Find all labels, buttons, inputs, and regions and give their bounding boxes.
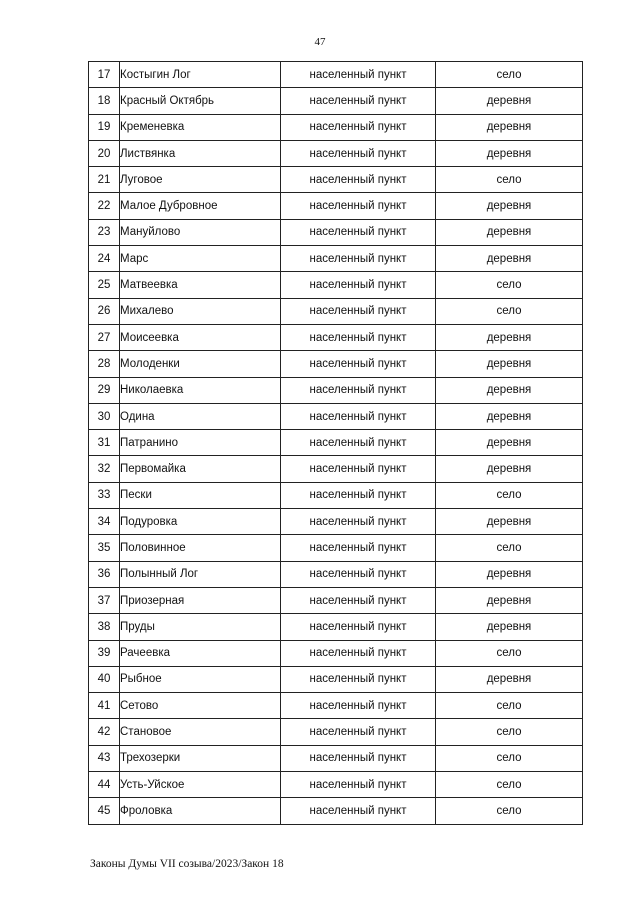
settlement-name-cell: Приозерная bbox=[120, 587, 281, 613]
row-number-cell: 36 bbox=[89, 561, 120, 587]
settlement-type-cell: населенный пункт bbox=[281, 219, 436, 245]
row-number-cell: 29 bbox=[89, 377, 120, 403]
settlement-type-cell: населенный пункт bbox=[281, 272, 436, 298]
row-number-cell: 34 bbox=[89, 509, 120, 535]
settlement-name-cell: Моисеевка bbox=[120, 324, 281, 350]
settlement-type-cell: населенный пункт bbox=[281, 88, 436, 114]
table-row bbox=[89, 614, 583, 640]
settlement-type-cell: населенный пункт bbox=[281, 666, 436, 692]
settlement-name-cell: Первомайка bbox=[120, 456, 281, 482]
settlement-type-cell: населенный пункт bbox=[281, 745, 436, 771]
settlement-name-cell: Листвянка bbox=[120, 140, 281, 166]
settlement-name-cell: Малое Дубровное bbox=[120, 193, 281, 219]
row-number-cell: 24 bbox=[89, 246, 120, 272]
settlement-kind-cell: деревня bbox=[436, 666, 583, 692]
settlement-kind-cell: деревня bbox=[436, 114, 583, 140]
document-footer: Законы Думы VII созыва/2023/Закон 18 bbox=[90, 858, 284, 870]
settlement-type-cell: населенный пункт bbox=[281, 772, 436, 798]
table-row bbox=[89, 272, 583, 298]
settlement-type-cell: населенный пункт bbox=[281, 62, 436, 88]
settlement-type-cell: населенный пункт bbox=[281, 482, 436, 508]
row-number-cell: 27 bbox=[89, 324, 120, 350]
row-number-cell: 43 bbox=[89, 745, 120, 771]
table-row bbox=[89, 193, 583, 219]
settlement-name-cell: Патранино bbox=[120, 430, 281, 456]
settlement-kind-cell: деревня bbox=[436, 324, 583, 350]
settlement-name-cell: Рыбное bbox=[120, 666, 281, 692]
row-number-cell: 26 bbox=[89, 298, 120, 324]
table-row bbox=[89, 745, 583, 771]
settlement-type-cell: населенный пункт bbox=[281, 509, 436, 535]
settlement-type-cell: населенный пункт bbox=[281, 798, 436, 824]
table-row bbox=[89, 167, 583, 193]
settlement-name-cell: Николаевка bbox=[120, 377, 281, 403]
table-row bbox=[89, 456, 583, 482]
settlement-type-cell: населенный пункт bbox=[281, 587, 436, 613]
table-row bbox=[89, 640, 583, 666]
settlement-kind-cell: село bbox=[436, 798, 583, 824]
row-number-cell: 21 bbox=[89, 167, 120, 193]
settlement-type-cell: населенный пункт bbox=[281, 324, 436, 350]
settlement-name-cell: Пески bbox=[120, 482, 281, 508]
table-row bbox=[89, 666, 583, 692]
settlement-kind-cell: деревня bbox=[436, 561, 583, 587]
settlement-kind-cell: деревня bbox=[436, 246, 583, 272]
settlement-kind-cell: село bbox=[436, 535, 583, 561]
table-row bbox=[89, 482, 583, 508]
settlement-type-cell: населенный пункт bbox=[281, 167, 436, 193]
settlement-kind-cell: деревня bbox=[436, 403, 583, 429]
settlement-kind-cell: деревня bbox=[436, 614, 583, 640]
settlement-name-cell: Мануйлово bbox=[120, 219, 281, 245]
table-body bbox=[89, 62, 583, 825]
table-row bbox=[89, 88, 583, 114]
settlement-name-cell: Красный Октябрь bbox=[120, 88, 281, 114]
table-row bbox=[89, 535, 583, 561]
settlement-name-cell: Рачеевка bbox=[120, 640, 281, 666]
settlement-type-cell: населенный пункт bbox=[281, 456, 436, 482]
table-row bbox=[89, 587, 583, 613]
table-row bbox=[89, 140, 583, 166]
settlement-type-cell: населенный пункт bbox=[281, 693, 436, 719]
table-row bbox=[89, 219, 583, 245]
settlement-kind-cell: село bbox=[436, 719, 583, 745]
settlement-type-cell: населенный пункт bbox=[281, 377, 436, 403]
row-number-cell: 30 bbox=[89, 403, 120, 429]
settlement-name-cell: Одина bbox=[120, 403, 281, 429]
settlement-type-cell: населенный пункт bbox=[281, 351, 436, 377]
table-row bbox=[89, 430, 583, 456]
row-number-cell: 35 bbox=[89, 535, 120, 561]
settlement-name-cell: Михалево bbox=[120, 298, 281, 324]
settlement-kind-cell: деревня bbox=[436, 456, 583, 482]
settlement-kind-cell: деревня bbox=[436, 509, 583, 535]
row-number-cell: 37 bbox=[89, 587, 120, 613]
row-number-cell: 44 bbox=[89, 772, 120, 798]
settlement-kind-cell: село bbox=[436, 693, 583, 719]
row-number-cell: 40 bbox=[89, 666, 120, 692]
row-number-cell: 17 bbox=[89, 62, 120, 88]
row-number-cell: 33 bbox=[89, 482, 120, 508]
settlement-name-cell: Полынный Лог bbox=[120, 561, 281, 587]
row-number-cell: 31 bbox=[89, 430, 120, 456]
settlement-name-cell: Пруды bbox=[120, 614, 281, 640]
settlement-kind-cell: село bbox=[436, 640, 583, 666]
settlement-type-cell: населенный пункт bbox=[281, 614, 436, 640]
settlement-name-cell: Костыгин Лог bbox=[120, 62, 281, 88]
settlement-type-cell: населенный пункт bbox=[281, 535, 436, 561]
table-row bbox=[89, 246, 583, 272]
settlement-name-cell: Подуровка bbox=[120, 509, 281, 535]
settlement-kind-cell: деревня bbox=[436, 140, 583, 166]
row-number-cell: 38 bbox=[89, 614, 120, 640]
settlement-kind-cell: деревня bbox=[436, 587, 583, 613]
row-number-cell: 28 bbox=[89, 351, 120, 377]
table-row bbox=[89, 377, 583, 403]
settlement-name-cell: Усть-Уйское bbox=[120, 772, 281, 798]
settlement-name-cell: Становое bbox=[120, 719, 281, 745]
table-row bbox=[89, 798, 583, 824]
row-number-cell: 32 bbox=[89, 456, 120, 482]
settlement-type-cell: населенный пункт bbox=[281, 403, 436, 429]
row-number-cell: 25 bbox=[89, 272, 120, 298]
settlement-name-cell: Марс bbox=[120, 246, 281, 272]
settlement-name-cell: Фроловка bbox=[120, 798, 281, 824]
settlement-name-cell: Трехозерки bbox=[120, 745, 281, 771]
settlement-kind-cell: село bbox=[436, 772, 583, 798]
row-number-cell: 45 bbox=[89, 798, 120, 824]
table-row bbox=[89, 62, 583, 88]
row-number-cell: 23 bbox=[89, 219, 120, 245]
row-number-cell: 18 bbox=[89, 88, 120, 114]
row-number-cell: 41 bbox=[89, 693, 120, 719]
table-row bbox=[89, 509, 583, 535]
table-row bbox=[89, 772, 583, 798]
row-number-cell: 19 bbox=[89, 114, 120, 140]
row-number-cell: 42 bbox=[89, 719, 120, 745]
page-number: 47 bbox=[314, 36, 326, 48]
settlements-table bbox=[88, 61, 583, 825]
settlement-kind-cell: село bbox=[436, 272, 583, 298]
settlement-kind-cell: деревня bbox=[436, 377, 583, 403]
row-number-cell: 39 bbox=[89, 640, 120, 666]
settlement-type-cell: населенный пункт bbox=[281, 114, 436, 140]
table-row bbox=[89, 298, 583, 324]
table-row bbox=[89, 324, 583, 350]
settlement-type-cell: населенный пункт bbox=[281, 140, 436, 166]
settlement-type-cell: населенный пункт bbox=[281, 719, 436, 745]
settlement-kind-cell: деревня bbox=[436, 351, 583, 377]
settlement-type-cell: населенный пункт bbox=[281, 193, 436, 219]
settlement-name-cell: Молоденки bbox=[120, 351, 281, 377]
table-row bbox=[89, 403, 583, 429]
row-number-cell: 20 bbox=[89, 140, 120, 166]
table-row bbox=[89, 114, 583, 140]
settlement-kind-cell: село bbox=[436, 167, 583, 193]
table-row bbox=[89, 719, 583, 745]
settlement-type-cell: населенный пункт bbox=[281, 561, 436, 587]
settlement-type-cell: населенный пункт bbox=[281, 640, 436, 666]
settlement-kind-cell: село bbox=[436, 745, 583, 771]
settlement-kind-cell: деревня bbox=[436, 430, 583, 456]
settlement-kind-cell: село bbox=[436, 62, 583, 88]
table-row bbox=[89, 693, 583, 719]
table-row bbox=[89, 561, 583, 587]
settlement-type-cell: населенный пункт bbox=[281, 246, 436, 272]
settlement-name-cell: Луговое bbox=[120, 167, 281, 193]
settlement-kind-cell: деревня bbox=[436, 219, 583, 245]
settlement-type-cell: населенный пункт bbox=[281, 430, 436, 456]
settlement-name-cell: Сетово bbox=[120, 693, 281, 719]
settlement-type-cell: населенный пункт bbox=[281, 298, 436, 324]
settlement-kind-cell: село bbox=[436, 298, 583, 324]
settlement-kind-cell: село bbox=[436, 482, 583, 508]
settlement-name-cell: Кременевка bbox=[120, 114, 281, 140]
row-number-cell: 22 bbox=[89, 193, 120, 219]
settlement-name-cell: Матвеевка bbox=[120, 272, 281, 298]
settlement-name-cell: Половинное bbox=[120, 535, 281, 561]
settlement-kind-cell: деревня bbox=[436, 88, 583, 114]
table-row bbox=[89, 351, 583, 377]
settlement-kind-cell: деревня bbox=[436, 193, 583, 219]
